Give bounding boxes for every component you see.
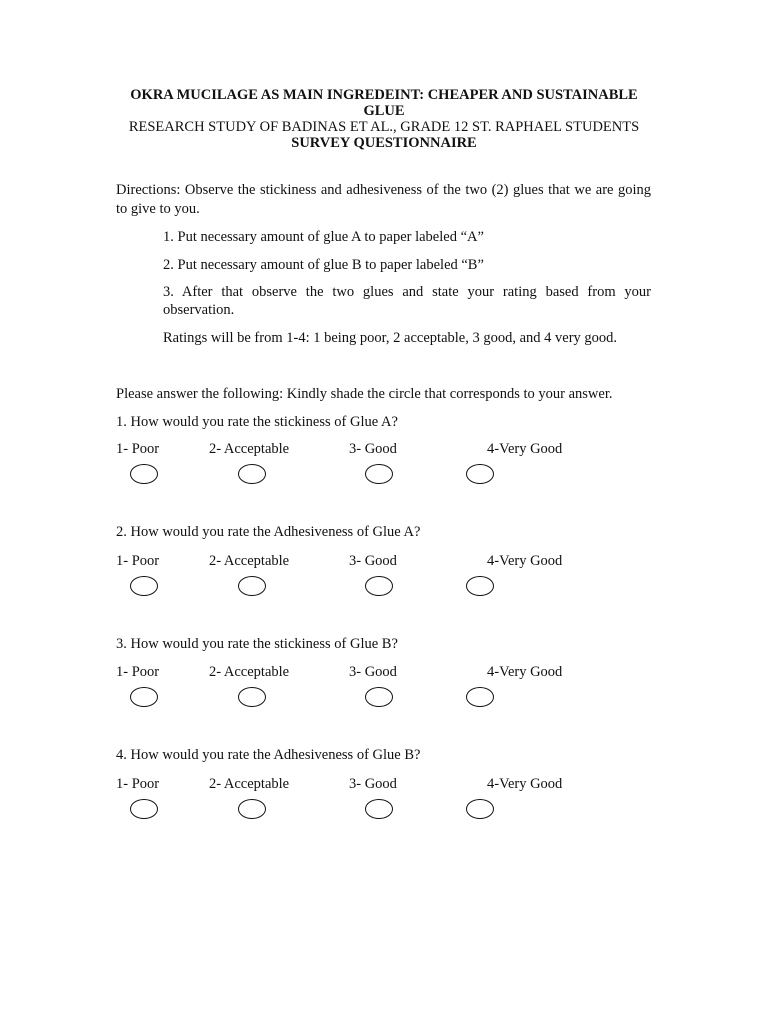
- q4-circle-acceptable[interactable]: [238, 799, 266, 819]
- document-title-line2: GLUE: [363, 103, 405, 119]
- document-title-line1: OKRA MUCILAGE AS MAIN INGREDEINT: CHEAPER AND SUSTAINABLE: [130, 87, 638, 103]
- q2-option-label-poor: 1- Poor: [116, 553, 160, 569]
- q1-option-label-very-good: 4-Very Good: [487, 441, 563, 457]
- q1-option-label-acceptable: 2- Acceptable: [209, 441, 290, 457]
- question-4: 4. How would you rate the Adhesiveness of Glue B?: [116, 747, 421, 763]
- q4-circle-poor[interactable]: [130, 799, 158, 819]
- directions-text: Directions: Observe the stickiness and adhesiveness of the two (2) glues that we are going to give to you.: [116, 182, 651, 217]
- question-1: 1. How would you rate the stickiness of Glue A?: [116, 414, 398, 430]
- q3-option-label-good: 3- Good: [349, 664, 397, 680]
- q3-option-label-acceptable: 2- Acceptable: [209, 664, 290, 680]
- q3-circle-acceptable[interactable]: [238, 687, 266, 707]
- q2-circle-good[interactable]: [365, 576, 393, 596]
- q1-option-label-poor: 1- Poor: [116, 441, 160, 457]
- form-title: SURVEY QUESTIONNAIRE: [291, 135, 477, 151]
- q3-circle-good[interactable]: [365, 687, 393, 707]
- q4-option-label-poor: 1- Poor: [116, 776, 160, 792]
- q4-circle-good[interactable]: [365, 799, 393, 819]
- document-subtitle: RESEARCH STUDY OF BADINAS ET AL., GRADE 12 ST. RAPHAEL STUDENTS: [128, 119, 640, 135]
- ratings-note: Ratings will be from 1-4: 1 being poor, 2 acceptable, 3 good, and 4 very good.: [163, 330, 618, 346]
- q3-circle-poor[interactable]: [130, 687, 158, 707]
- q2-circle-very-good[interactable]: [466, 576, 494, 596]
- q2-circle-poor[interactable]: [130, 576, 158, 596]
- q2-circle-acceptable[interactable]: [238, 576, 266, 596]
- q3-option-label-poor: 1- Poor: [116, 664, 160, 680]
- q1-circle-good[interactable]: [365, 464, 393, 484]
- direction-step-3: 3. After that observe the two glues and state your rating based from your observation.: [163, 284, 651, 318]
- q4-option-label-acceptable: 2- Acceptable: [209, 776, 290, 792]
- q2-option-label-good: 3- Good: [349, 553, 397, 569]
- q1-circle-acceptable[interactable]: [238, 464, 266, 484]
- q3-option-label-very-good: 4-Very Good: [487, 664, 563, 680]
- q1-circle-poor[interactable]: [130, 464, 158, 484]
- direction-step-2: 2. Put necessary amount of glue B to paper labeled “B”: [163, 257, 484, 273]
- q1-option-label-good: 3- Good: [349, 441, 397, 457]
- direction-step-1: 1. Put necessary amount of glue A to paper labeled “A”: [163, 229, 484, 245]
- q3-circle-very-good[interactable]: [466, 687, 494, 707]
- q4-option-label-very-good: 4-Very Good: [487, 776, 563, 792]
- q4-option-label-good: 3- Good: [349, 776, 397, 792]
- answer-instruction: Please answer the following: Kindly shade the circle that corresponds to your answer.: [116, 386, 613, 402]
- q2-option-label-acceptable: 2- Acceptable: [209, 553, 290, 569]
- question-2: 2. How would you rate the Adhesiveness of Glue A?: [116, 524, 421, 540]
- question-3: 3. How would you rate the stickiness of Glue B?: [116, 636, 398, 652]
- q1-circle-very-good[interactable]: [466, 464, 494, 484]
- q4-circle-very-good[interactable]: [466, 799, 494, 819]
- q2-option-label-very-good: 4-Very Good: [487, 553, 563, 569]
